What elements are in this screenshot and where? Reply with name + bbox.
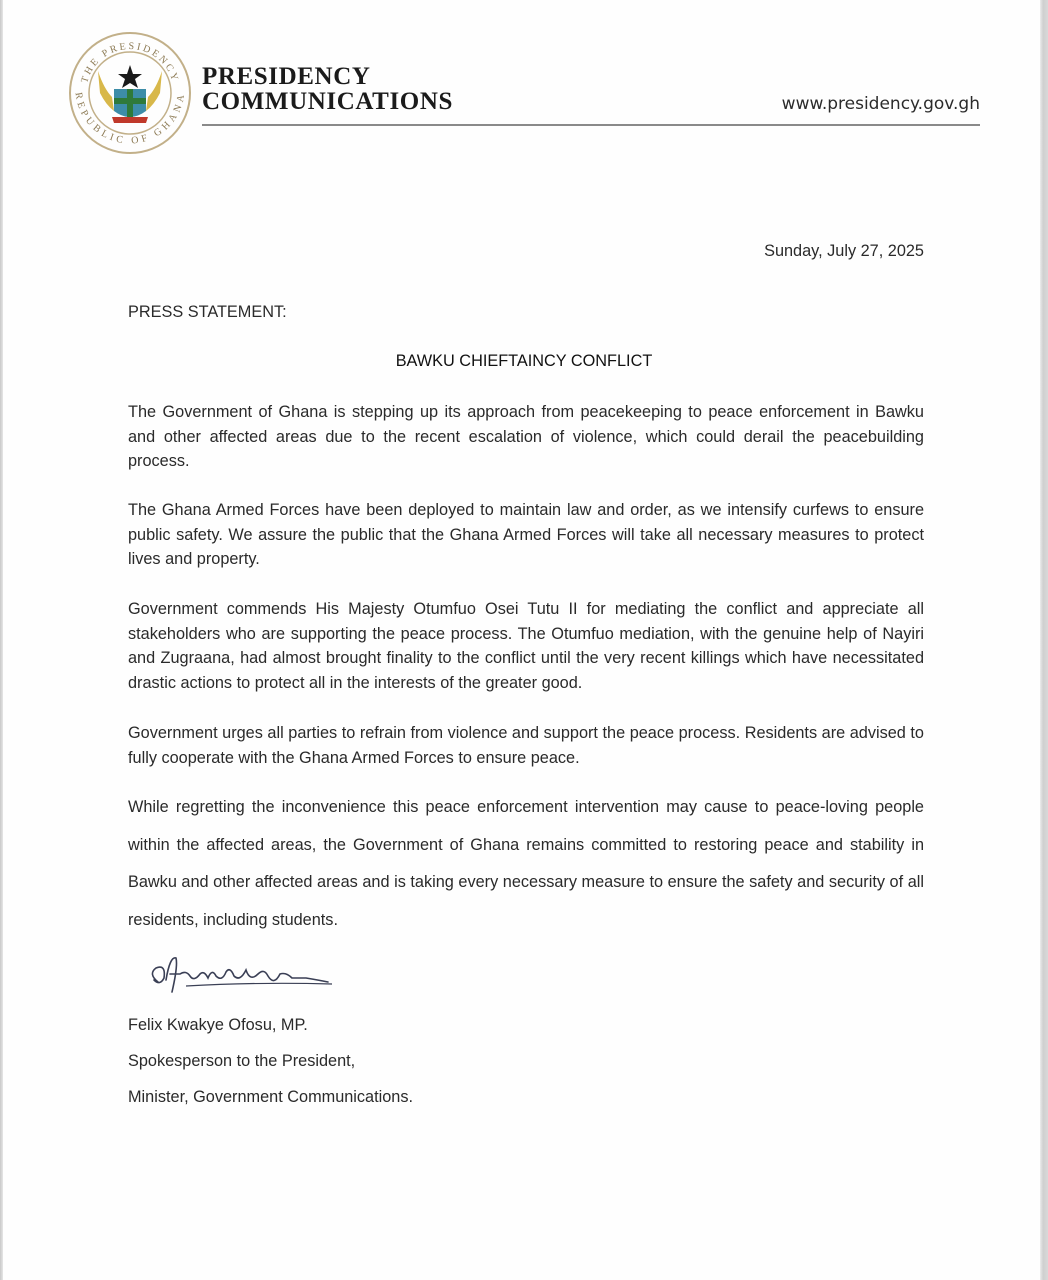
statement-title: BAWKU CHIEFTAINCY CONFLICT	[395, 352, 653, 370]
svg-text:THE PRESIDENCY: THE PRESIDENCY	[79, 40, 181, 85]
svg-text:REPUBLIC OF GHANA: REPUBLIC OF GHANA	[72, 91, 188, 147]
signature-icon	[146, 952, 336, 1002]
paragraph-5: While regretting the inconvenience this peace enforcement intervention may cause to peace-loving people within the affected areas, the Government of Ghana remains committed to restoring peace and stability in Bawku and other affected areas and is taking every necessary measure to ensure the safety and security of all residents, including students.	[128, 798, 924, 929]
paragraph-3: Government commends His Majesty Otumfuo Osei Tutu II for mediating the conflict and appreciate all stakeholders who are supporting the peace process. The Otumfuo mediation, with the genuine help of Nayiri and Zugraana, had almost brought finality to the conflict until the very recent killings which have necessitated drastic actions to protect all in the interests of the greater good.	[128, 600, 924, 693]
brand-name	[202, 64, 453, 114]
paragraph-2: The Ghana Armed Forces have been deployed to maintain law and order, as we intensify curfews to ensure public safety. We assure the public that the Ghana Armed Forces will take all necessary measures to protect lives and property.	[128, 501, 924, 569]
brand-line-presidency: PRESIDENCY	[202, 63, 371, 90]
signatory-role-spokesperson: Spokesperson to the President,	[128, 1052, 356, 1070]
brand-line-communications: COMMUNICATIONS	[202, 88, 453, 115]
statement-date: Sunday, July 27, 2025	[764, 242, 924, 260]
paragraph-4: Government urges all parties to refrain from violence and support the peace process. Residents are advised to fully cooperate with the Ghana Armed Forces to ensure peace.	[128, 724, 924, 767]
header-divider	[202, 124, 980, 126]
signatory-role-minister: Minister, Government Communications.	[128, 1088, 414, 1106]
presidency-seal-icon	[68, 31, 192, 155]
website-link[interactable]: www.presidency.gov.gh	[781, 94, 980, 114]
paragraph-1: The Government of Ghana is stepping up its approach from peacekeeping to peace enforcement in Bawku and other affected areas due to the recent escalation of violence, which could derail the peacebuilding process.	[128, 403, 924, 471]
signatory-name: Felix Kwakye Ofosu, MP.	[128, 1016, 308, 1034]
page-right-edge	[1040, 0, 1048, 1280]
press-statement-label: PRESS STATEMENT:	[128, 303, 287, 321]
